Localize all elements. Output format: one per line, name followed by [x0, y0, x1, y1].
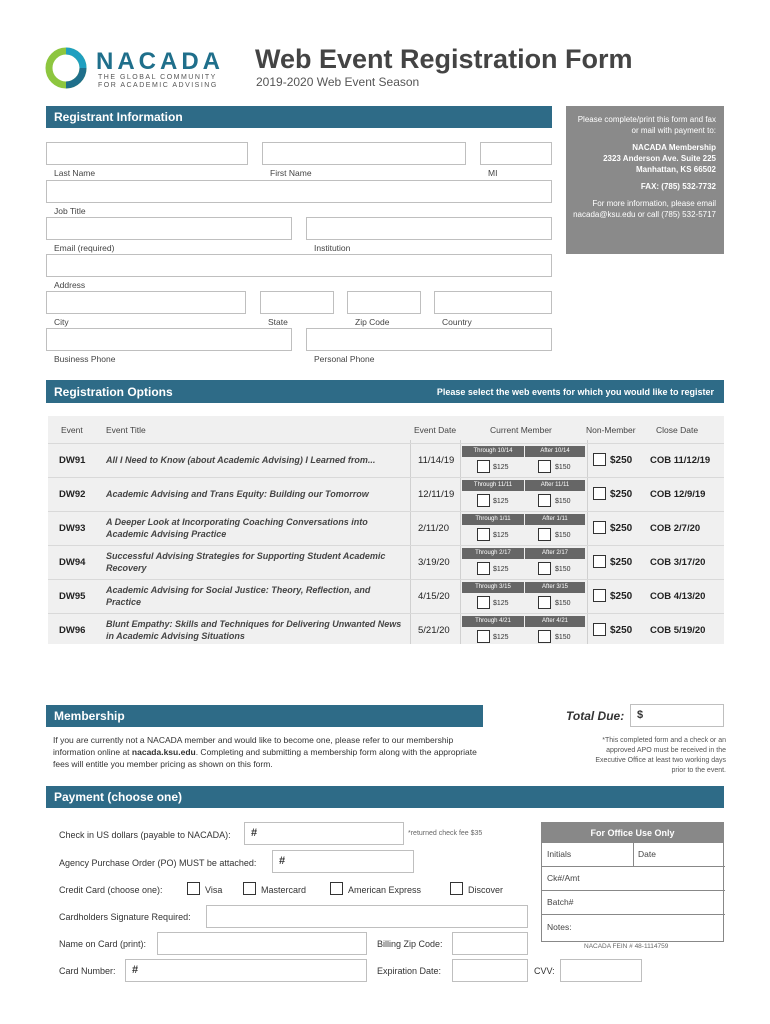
signature-field[interactable] — [206, 905, 528, 928]
member-early-header: Through 3/15 — [462, 582, 524, 593]
expiration-label: Expiration Date: — [377, 966, 442, 976]
office-notes: Notes: — [547, 922, 572, 932]
non-member-checkbox[interactable] — [593, 453, 606, 466]
non-member-price: $250 — [610, 590, 633, 602]
member-early-checkbox[interactable] — [477, 630, 490, 643]
member-early-price: $125 — [493, 566, 509, 573]
event-id: DW92 — [59, 488, 86, 500]
member-late-checkbox[interactable] — [538, 460, 551, 473]
non-member-checkbox[interactable] — [593, 521, 606, 534]
member-early-price: $125 — [493, 600, 509, 607]
mailing-info-panel — [566, 106, 724, 254]
non-member-checkbox[interactable] — [593, 487, 606, 500]
credit-card-label: Credit Card (choose one): — [59, 885, 163, 895]
logo-tagline-2: FOR ACADEMIC ADVISING — [98, 82, 218, 89]
check-number-field[interactable] — [244, 822, 404, 845]
po-label: Agency Purchase Order (PO) MUST be attached: — [59, 858, 257, 868]
institution-field[interactable] — [306, 217, 552, 240]
close-date: COB 3/17/20 — [650, 556, 706, 568]
close-date: COB 4/13/20 — [650, 590, 706, 602]
event-date: 11/14/19 — [418, 454, 455, 466]
amex-label: American Express — [348, 885, 422, 895]
logo-name: NACADA — [96, 48, 224, 75]
event-id: DW93 — [59, 522, 86, 534]
registrant-section-header — [46, 106, 552, 128]
city-label: City — [54, 317, 69, 327]
city-field[interactable] — [46, 291, 246, 314]
returned-check-fee: *returned check fee $35 — [408, 830, 483, 837]
event-date: 5/21/20 — [418, 624, 450, 636]
member-early-price: $125 — [493, 498, 509, 505]
zip-label: Zip Code — [355, 317, 390, 327]
close-date: COB 11/12/19 — [650, 454, 711, 466]
nacada-fein: NACADA FEIN # 48-1114759 — [584, 943, 669, 950]
registrant-heading: Registrant Information — [54, 110, 183, 124]
check-label: Check in US dollars (payable to NACADA): — [59, 830, 231, 840]
member-late-price: $150 — [555, 634, 571, 641]
discover-label: Discover — [468, 885, 504, 895]
options-section-header — [46, 380, 724, 403]
event-row — [48, 579, 724, 613]
office-use-header: For Office Use Only — [542, 823, 723, 843]
member-early-checkbox[interactable] — [477, 562, 490, 575]
card-number-label: Card Number: — [59, 966, 116, 976]
office-initials: Initials — [547, 849, 572, 859]
name-on-card-label: Name on Card (print): — [59, 939, 147, 949]
billing-zip-label: Billing Zip Code: — [377, 939, 443, 949]
event-row — [48, 613, 724, 647]
card-number-field[interactable] — [125, 959, 367, 982]
member-early-price: $125 — [493, 464, 509, 471]
non-member-price: $250 — [610, 488, 633, 500]
non-member-checkbox[interactable] — [593, 623, 606, 636]
event-title: All I Need to Know (about Academic Advising) I Learned from... — [106, 455, 376, 465]
job-title-label: Job Title — [54, 206, 86, 216]
member-late-header: After 11/11 — [525, 480, 585, 491]
options-heading: Registration Options — [54, 384, 173, 399]
total-due-label: Total Due: — [566, 709, 625, 723]
mailing-street: 2323 Anderson Ave. Suite 225 — [603, 154, 716, 163]
office-date: Date — [638, 849, 656, 859]
event-title: A Deeper Look at Incorporating Coaching Conversations into Academic Advising Practice — [106, 517, 368, 539]
non-member-price: $250 — [610, 454, 633, 466]
event-date: 4/15/20 — [418, 590, 450, 602]
member-early-checkbox[interactable] — [477, 596, 490, 609]
office-use-panel — [541, 822, 724, 942]
non-member-checkbox[interactable] — [593, 589, 606, 602]
col-close: Close Date — [656, 425, 699, 435]
member-early-checkbox[interactable] — [477, 528, 490, 541]
non-member-price: $250 — [610, 624, 633, 636]
name-on-card-field[interactable] — [157, 932, 367, 955]
state-label: State — [268, 317, 288, 327]
member-early-checkbox[interactable] — [477, 494, 490, 507]
event-date: 3/19/20 — [418, 556, 450, 568]
membership-text — [53, 734, 481, 770]
first-name-label: First Name — [270, 168, 312, 178]
member-late-checkbox[interactable] — [538, 596, 551, 609]
zip-field[interactable] — [347, 291, 421, 314]
member-late-header: After 10/14 — [525, 446, 585, 457]
member-early-checkbox[interactable] — [477, 460, 490, 473]
country-label: Country — [442, 317, 472, 327]
non-member-checkbox[interactable] — [593, 555, 606, 568]
card-number-prefix: # — [132, 964, 139, 976]
first-name-field[interactable] — [262, 142, 466, 165]
event-id: DW95 — [59, 590, 86, 602]
membership-link[interactable]: nacada.ksu.edu — [131, 747, 196, 757]
mastercard-label: Mastercard — [261, 885, 307, 895]
address-label: Address — [54, 280, 86, 290]
event-title: Academic Advising and Trans Equity: Building our Tomorrow — [106, 489, 369, 499]
member-late-checkbox[interactable] — [538, 494, 551, 507]
signature-label: Cardholders Signature Required: — [59, 912, 191, 922]
mailing-intro: Please complete/print this form and fax or mail with payment to: — [577, 115, 716, 135]
event-title: Academic Advising for Social Justice: Theory, Reflection, and Practice — [106, 585, 371, 607]
amex-checkbox[interactable] — [330, 882, 343, 895]
visa-label: Visa — [205, 885, 223, 895]
event-id: DW96 — [59, 624, 86, 636]
member-early-header: Through 4/21 — [462, 616, 524, 627]
business-phone-label: Business Phone — [54, 354, 116, 364]
membership-text-2: . Completing and submitting a membership form along with the appropriate fees will entitle you member pricing as shown on this form. — [53, 747, 477, 769]
mailing-more-info: For more information, please email nacada@ksu.edu or call (785) 532-5717 — [573, 199, 716, 219]
mastercard-checkbox[interactable] — [243, 882, 256, 895]
total-due-prefix: $ — [637, 709, 644, 721]
member-early-header: Through 1/11 — [462, 514, 524, 525]
payment-heading: Payment (choose one) — [54, 790, 183, 804]
event-row — [48, 511, 724, 545]
total-due-field[interactable] — [630, 704, 724, 727]
membership-section-header — [46, 705, 483, 727]
membership-text-1: If you are currently not a NACADA member and would like to become one, please refer to our membership information online at — [53, 735, 454, 757]
mailing-city: Manhattan, KS 66502 — [635, 165, 716, 174]
institution-label: Institution — [314, 243, 351, 253]
page-title: Web Event Registration Form — [255, 44, 633, 74]
email-field[interactable] — [46, 217, 292, 240]
member-early-header: Through 2/17 — [462, 548, 524, 559]
member-late-header: After 2/17 — [525, 548, 585, 559]
member-early-price: $125 — [493, 532, 509, 539]
office-ck-amt: Ck#/Amt — [547, 873, 580, 883]
member-late-price: $150 — [555, 566, 571, 573]
check-prefix: # — [251, 827, 258, 839]
member-late-checkbox[interactable] — [538, 528, 551, 541]
col-non-member: Non-Member — [586, 425, 636, 435]
options-instruction: Please select the web events for which you would like to register — [436, 386, 714, 397]
event-title: Blunt Empathy: Skills and Techniques for Delivering Unwanted News in Academic Advising Situations — [106, 619, 402, 641]
po-number-field[interactable] — [272, 850, 414, 873]
mi-label: MI — [488, 168, 498, 178]
deadline-note: *This completed form and a check or an approved APO must be received in the Executive Office at least two working days prior to the event. — [595, 737, 726, 774]
event-title: Successful Advising Strategies for Supporting Student Academic Recovery — [106, 551, 386, 573]
member-late-header: After 1/11 — [525, 514, 585, 525]
member-late-header: After 4/21 — [525, 616, 585, 627]
member-late-price: $150 — [555, 532, 571, 539]
business-phone-field[interactable] — [46, 328, 292, 351]
member-late-checkbox[interactable] — [538, 562, 551, 575]
cvv-field[interactable] — [560, 959, 642, 982]
office-batch: Batch# — [547, 897, 574, 907]
non-member-price: $250 — [610, 522, 633, 534]
expiration-field[interactable] — [452, 959, 528, 982]
member-late-price: $150 — [555, 600, 571, 607]
state-field[interactable] — [260, 291, 334, 314]
mi-field[interactable] — [480, 142, 552, 165]
event-row — [48, 443, 724, 477]
payment-section-header — [46, 786, 724, 808]
event-date: 2/11/20 — [418, 522, 449, 534]
po-prefix: # — [279, 855, 286, 867]
job-title-field[interactable] — [46, 180, 552, 203]
country-field[interactable] — [434, 291, 552, 314]
last-name-field[interactable] — [46, 142, 248, 165]
event-row — [48, 545, 724, 579]
col-title: Event Title — [106, 425, 146, 435]
non-member-price: $250 — [610, 556, 633, 568]
member-late-price: $150 — [555, 464, 571, 471]
billing-zip-field[interactable] — [452, 932, 528, 955]
member-early-header: Through 10/14 — [462, 446, 524, 457]
close-date: COB 12/9/19 — [650, 488, 706, 500]
member-late-header: After 3/15 — [525, 582, 585, 593]
col-member: Current Member — [490, 425, 552, 435]
member-early-price: $125 — [493, 634, 509, 641]
mailing-org: NACADA Membership — [632, 143, 716, 152]
event-date: 12/11/19 — [418, 488, 455, 500]
personal-phone-field[interactable] — [306, 328, 552, 351]
close-date: COB 5/19/20 — [650, 624, 706, 636]
personal-phone-label: Personal Phone — [314, 354, 375, 364]
event-id: DW91 — [59, 454, 86, 466]
member-early-header: Through 11/11 — [462, 480, 524, 491]
member-late-checkbox[interactable] — [538, 630, 551, 643]
member-late-price: $150 — [555, 498, 571, 505]
discover-checkbox[interactable] — [450, 882, 463, 895]
email-label: Email (required) — [54, 243, 115, 253]
nacada-logo — [44, 46, 234, 92]
address-field[interactable] — [46, 254, 552, 277]
logo-tagline-1: THE GLOBAL COMMUNITY — [98, 74, 217, 81]
event-row — [48, 477, 724, 511]
cvv-label: CVV: — [534, 966, 555, 976]
close-date: COB 2/7/20 — [650, 522, 701, 534]
mailing-fax: FAX: (785) 532-7732 — [640, 182, 716, 191]
event-id: DW94 — [59, 556, 86, 568]
page-subtitle: 2019-2020 Web Event Season — [256, 75, 420, 89]
logo-ring-icon — [44, 46, 88, 90]
visa-checkbox[interactable] — [187, 882, 200, 895]
membership-heading: Membership — [54, 709, 125, 723]
col-event: Event — [61, 425, 83, 435]
last-name-label: Last Name — [54, 168, 96, 178]
col-date: Event Date — [414, 425, 457, 435]
